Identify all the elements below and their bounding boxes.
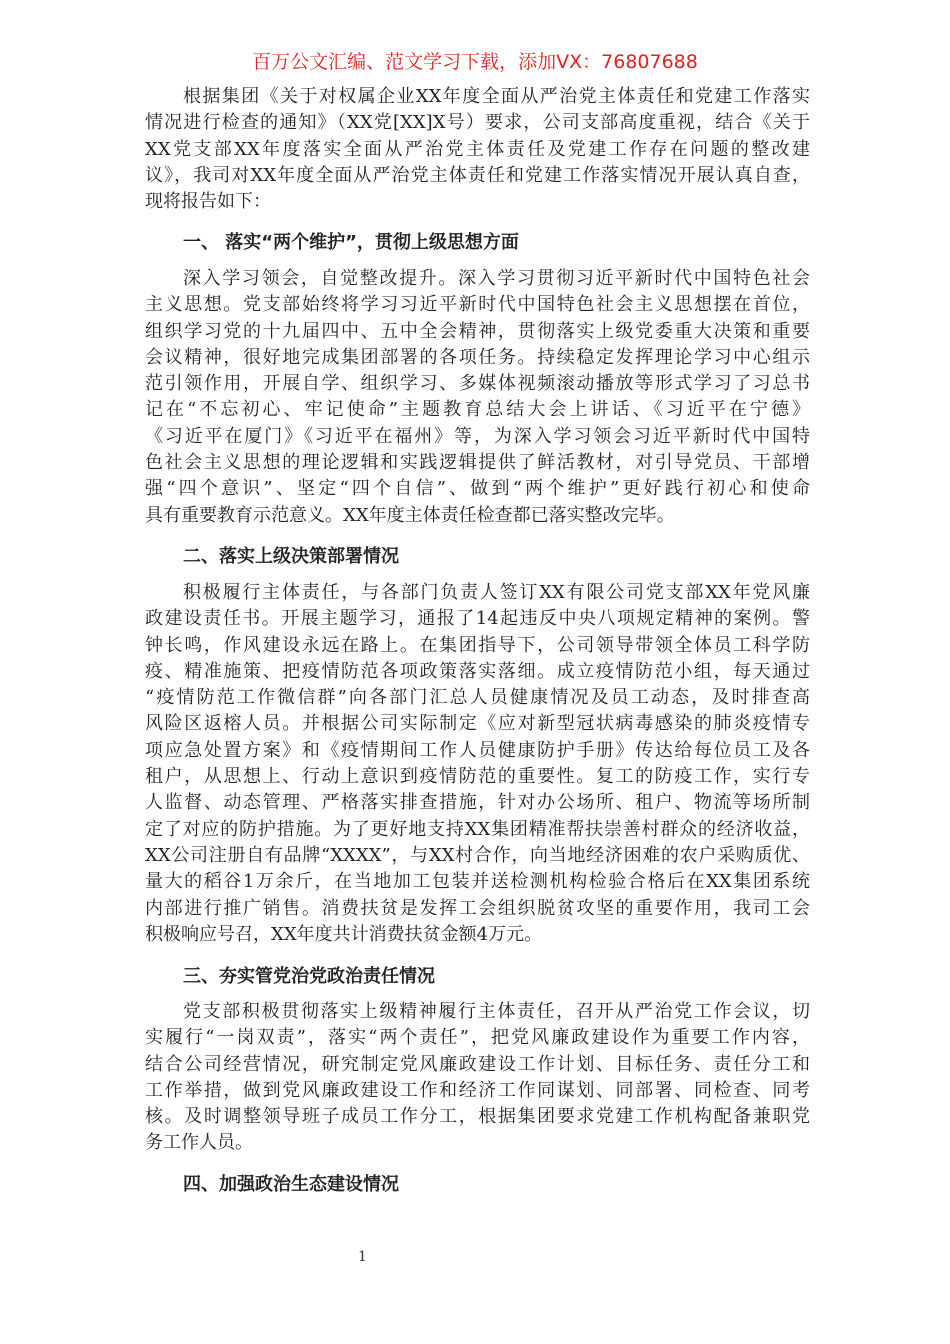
- paragraph-line: 议》，我司对XX年度全面从严治党主体责任和党建工作落实情况开展认真自查，: [145, 164, 810, 186]
- paragraph-line: 务工作人员。: [145, 1132, 253, 1154]
- paragraph-line: 定了对应的防护措施。为了更好地支持XX集团精准帮扶崇善村群众的经济收益，: [145, 818, 810, 840]
- paragraph-line: 核。及时调整领导班子成员工作分工，根据集团要求党建工作机构配备兼职党: [145, 1106, 810, 1128]
- paragraph-line: 根据集团《关于对权属企业XX年度全面从严治党主体责任和党建工作落实: [183, 86, 810, 107]
- paragraph-line: 项应急处置方案》和《疫情期间工作人员健康防护手册》传达给每位员工及各: [145, 739, 810, 761]
- paragraph-line: 量大的稻谷1万余斤，在当地加工包装并送检测机构检验合格后在XX集团系统: [145, 871, 810, 893]
- paragraph-line: 人监督、动态管理、严格落实排查措施，针对办公场所、租户、物流等场所制: [145, 792, 810, 814]
- paragraph-line: “疫情防范工作微信群”向各部门汇总人员健康情况及员工动态，及时排查高: [145, 687, 810, 709]
- paragraph-line: 内部进行推广销售。消费扶贫是发挥工会组织脱贫攻坚的重要作用，我司工会: [145, 897, 810, 919]
- section-heading: 四、加强政治生态建设情况: [183, 1174, 399, 1195]
- paragraph-line: 风险区返榕人员。并根据公司实际制定《应对新型冠状病毒感染的肺炎疫情专: [145, 713, 810, 735]
- paragraph: [145, 266, 810, 529]
- paragraph-line: 实履行“一岗双责”，落实“两个责任”，把党风廉政建设作为重要工作内容，: [145, 1027, 810, 1049]
- paragraph-line: 结合公司经营情况，研究制定党风廉政建设工作计划、目标任务、责任分工和: [145, 1053, 810, 1075]
- paragraph-line: 具有重要教育示范意义。XX年度主体责任检查都已落实整改完毕。: [145, 504, 675, 526]
- paragraph-line: 强“四个意识”、坚定“四个自信”、做到“两个维护”更好践行初心和使命: [145, 478, 810, 500]
- section-heading: 一、 落实“两个维护”，贯彻上级思想方面: [183, 232, 519, 253]
- paragraph-line: 组织学习党的十九届四中、五中全会精神，贯彻落实上级党委重大决策和重要: [145, 320, 810, 342]
- paragraph-line: 现将报告如下：: [145, 191, 271, 213]
- paragraph-line: 政建设责任书。开展主题学习，通报了14起违反中央八项规定精神的案例。警: [145, 608, 810, 630]
- paragraph-line: 记在“不忘初心、牢记使命”主题教育总结大会上讲话、《习近平在宁德》: [145, 399, 810, 421]
- paragraph-line: 范引领作用，开展自学、组织学习、多媒体视频滚动播放等形式学习了习总书: [145, 373, 810, 395]
- section-heading: 二、落实上级决策部署情况: [183, 546, 399, 567]
- paragraph-line: 积极响应号召，XX年度共计消费扶贫金额4万元。: [145, 923, 543, 945]
- paragraph-line: 色社会主义思想的理论逻辑和实践逻辑提供了鲜活教材，对引导党员、干部增: [145, 452, 810, 474]
- paragraph-line: XX党支部XX年度落实全面从严治党主体责任及党建工作存在问题的整改建: [145, 138, 810, 160]
- paragraph-line: 积极履行主体责任，与各部门负责人签订XX有限公司党支部XX年党风廉: [183, 582, 810, 603]
- paragraph-line: 租户，从思想上、行动上意识到疫情防范的重要性。复工的防疫工作，实行专: [145, 766, 810, 788]
- paragraph: [145, 999, 810, 1157]
- paragraph-line: 情况进行检查的通知》（XX党[XX]X号）要求，公司支部高度重视，结合《关于: [145, 112, 810, 134]
- paragraph-line: XX公司注册自有品牌“XXXX”，与XX村合作，向当地经济困难的农户采购质优、: [145, 844, 810, 866]
- paragraph-line: 钟长鸣，作风建设永远在路上。在集团指导下，公司领导带领全体员工科学防: [145, 634, 810, 656]
- paragraph: [145, 84, 810, 215]
- page-number: 1: [358, 1249, 367, 1265]
- watermark-banner: 百万公文汇编、范文学习下载，添加VX：76807688: [252, 51, 698, 73]
- paragraph-line: 会议精神，很好地完成集团部署的各项任务。持续稳定发挥理论学习中心组示: [145, 346, 810, 368]
- paragraph-line: 工作举措，做到党风廉政建设工作和经济工作同谋划、同部署、同检查、同考: [145, 1079, 810, 1101]
- paragraph-line: 深入学习领会，自觉整改提升。深入学习贯彻习近平新时代中国特色社会: [183, 268, 810, 289]
- paragraph-line: 主义思想。党支部始终将学习习近平新时代中国特色社会主义思想摆在首位，: [145, 294, 810, 316]
- paragraph-line: 疫、精准施策、把疫情防范各项政策落实落细。成立疫情防范小组，每天通过: [145, 660, 810, 682]
- section-heading: 三、夯实管党治党政治责任情况: [183, 966, 435, 987]
- paragraph: [145, 580, 810, 948]
- paragraph-line: 《习近平在厦门》《习近平在福州》等，为深入学习领会习近平新时代中国特: [145, 425, 810, 447]
- paragraph-line: 党支部积极贯彻落实上级精神履行主体责任，召开从严治党工作会议，切: [183, 1001, 810, 1022]
